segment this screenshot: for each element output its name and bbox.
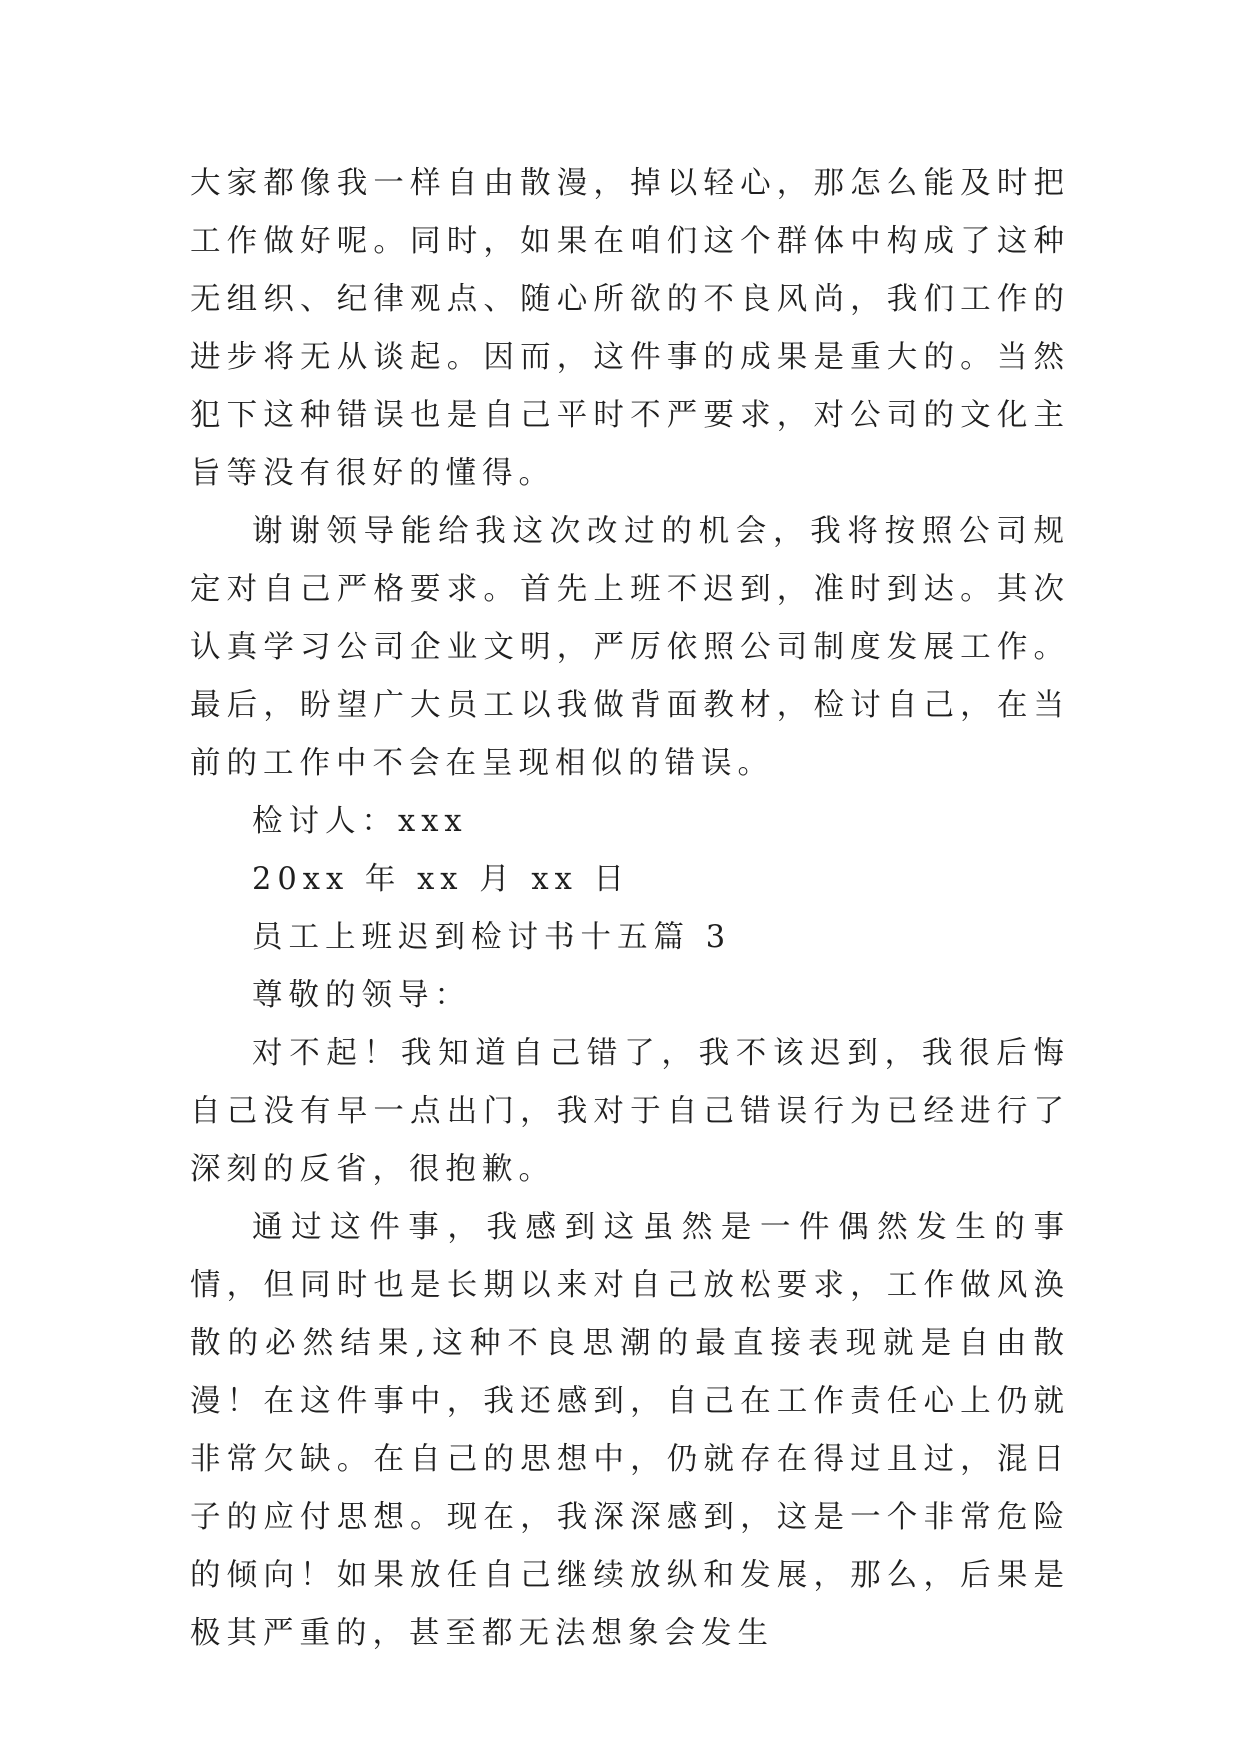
- paragraph-1: 大家都像我一样自由散漫，掉以轻心，那怎么能及时把工作做好呢。同时，如果在咱们这个群体中构成了这种无组织、纪律观点、随心所欲的不良风尚，我们工作的进步将无从谈起。因而，这件事的成果是重大的。当然犯下这种错误也是自己平时不严要求，对公司的文化主旨等没有很好的懂得。: [190, 166, 1070, 491]
- paragraph-3: 对不起！我知道自己错了，我不该迟到，我很后悔自己没有早一点出门，我对于自己错误行为已经进行了深刻的反省，很抱歉。: [190, 1036, 1070, 1187]
- date-line: 20xx 年 xx 月 xx 日: [252, 862, 630, 897]
- signature-line: 检讨人：xxx: [252, 804, 468, 839]
- paragraph-4: 通过这件事，我感到这虽然是一件偶然发生的事情，但同时也是长期以来对自己放松要求，工作做风涣散的必然结果,这种不良思潮的最直接表现就是自由散漫！在这件事中，我还感到，自己在工作责任心上仍就非常欠缺。在自己的思想中，仍就存在得过且过，混日子的应付思想。现在，我深深感到，这是一个非常危险的倾向！如果放任自己继续放纵和发展，那么，后果是极其严重的，甚至都无法想象会发生: [190, 1210, 1070, 1651]
- paragraph-2: 谢谢领导能给我这次改过的机会，我将按照公司规定对自己严格要求。首先上班不迟到，准时到达。其次认真学习公司企业文明，严厉依照公司制度发展工作。最后，盼望广大员工以我做背面教材，检讨自己，在当前的工作中不会在呈现相似的错误。: [190, 514, 1070, 781]
- salutation: 尊敬的领导：: [252, 978, 471, 1013]
- section-title: 员工上班迟到检讨书十五篇 3: [252, 920, 732, 955]
- document-page: [190, 155, 1070, 1663]
